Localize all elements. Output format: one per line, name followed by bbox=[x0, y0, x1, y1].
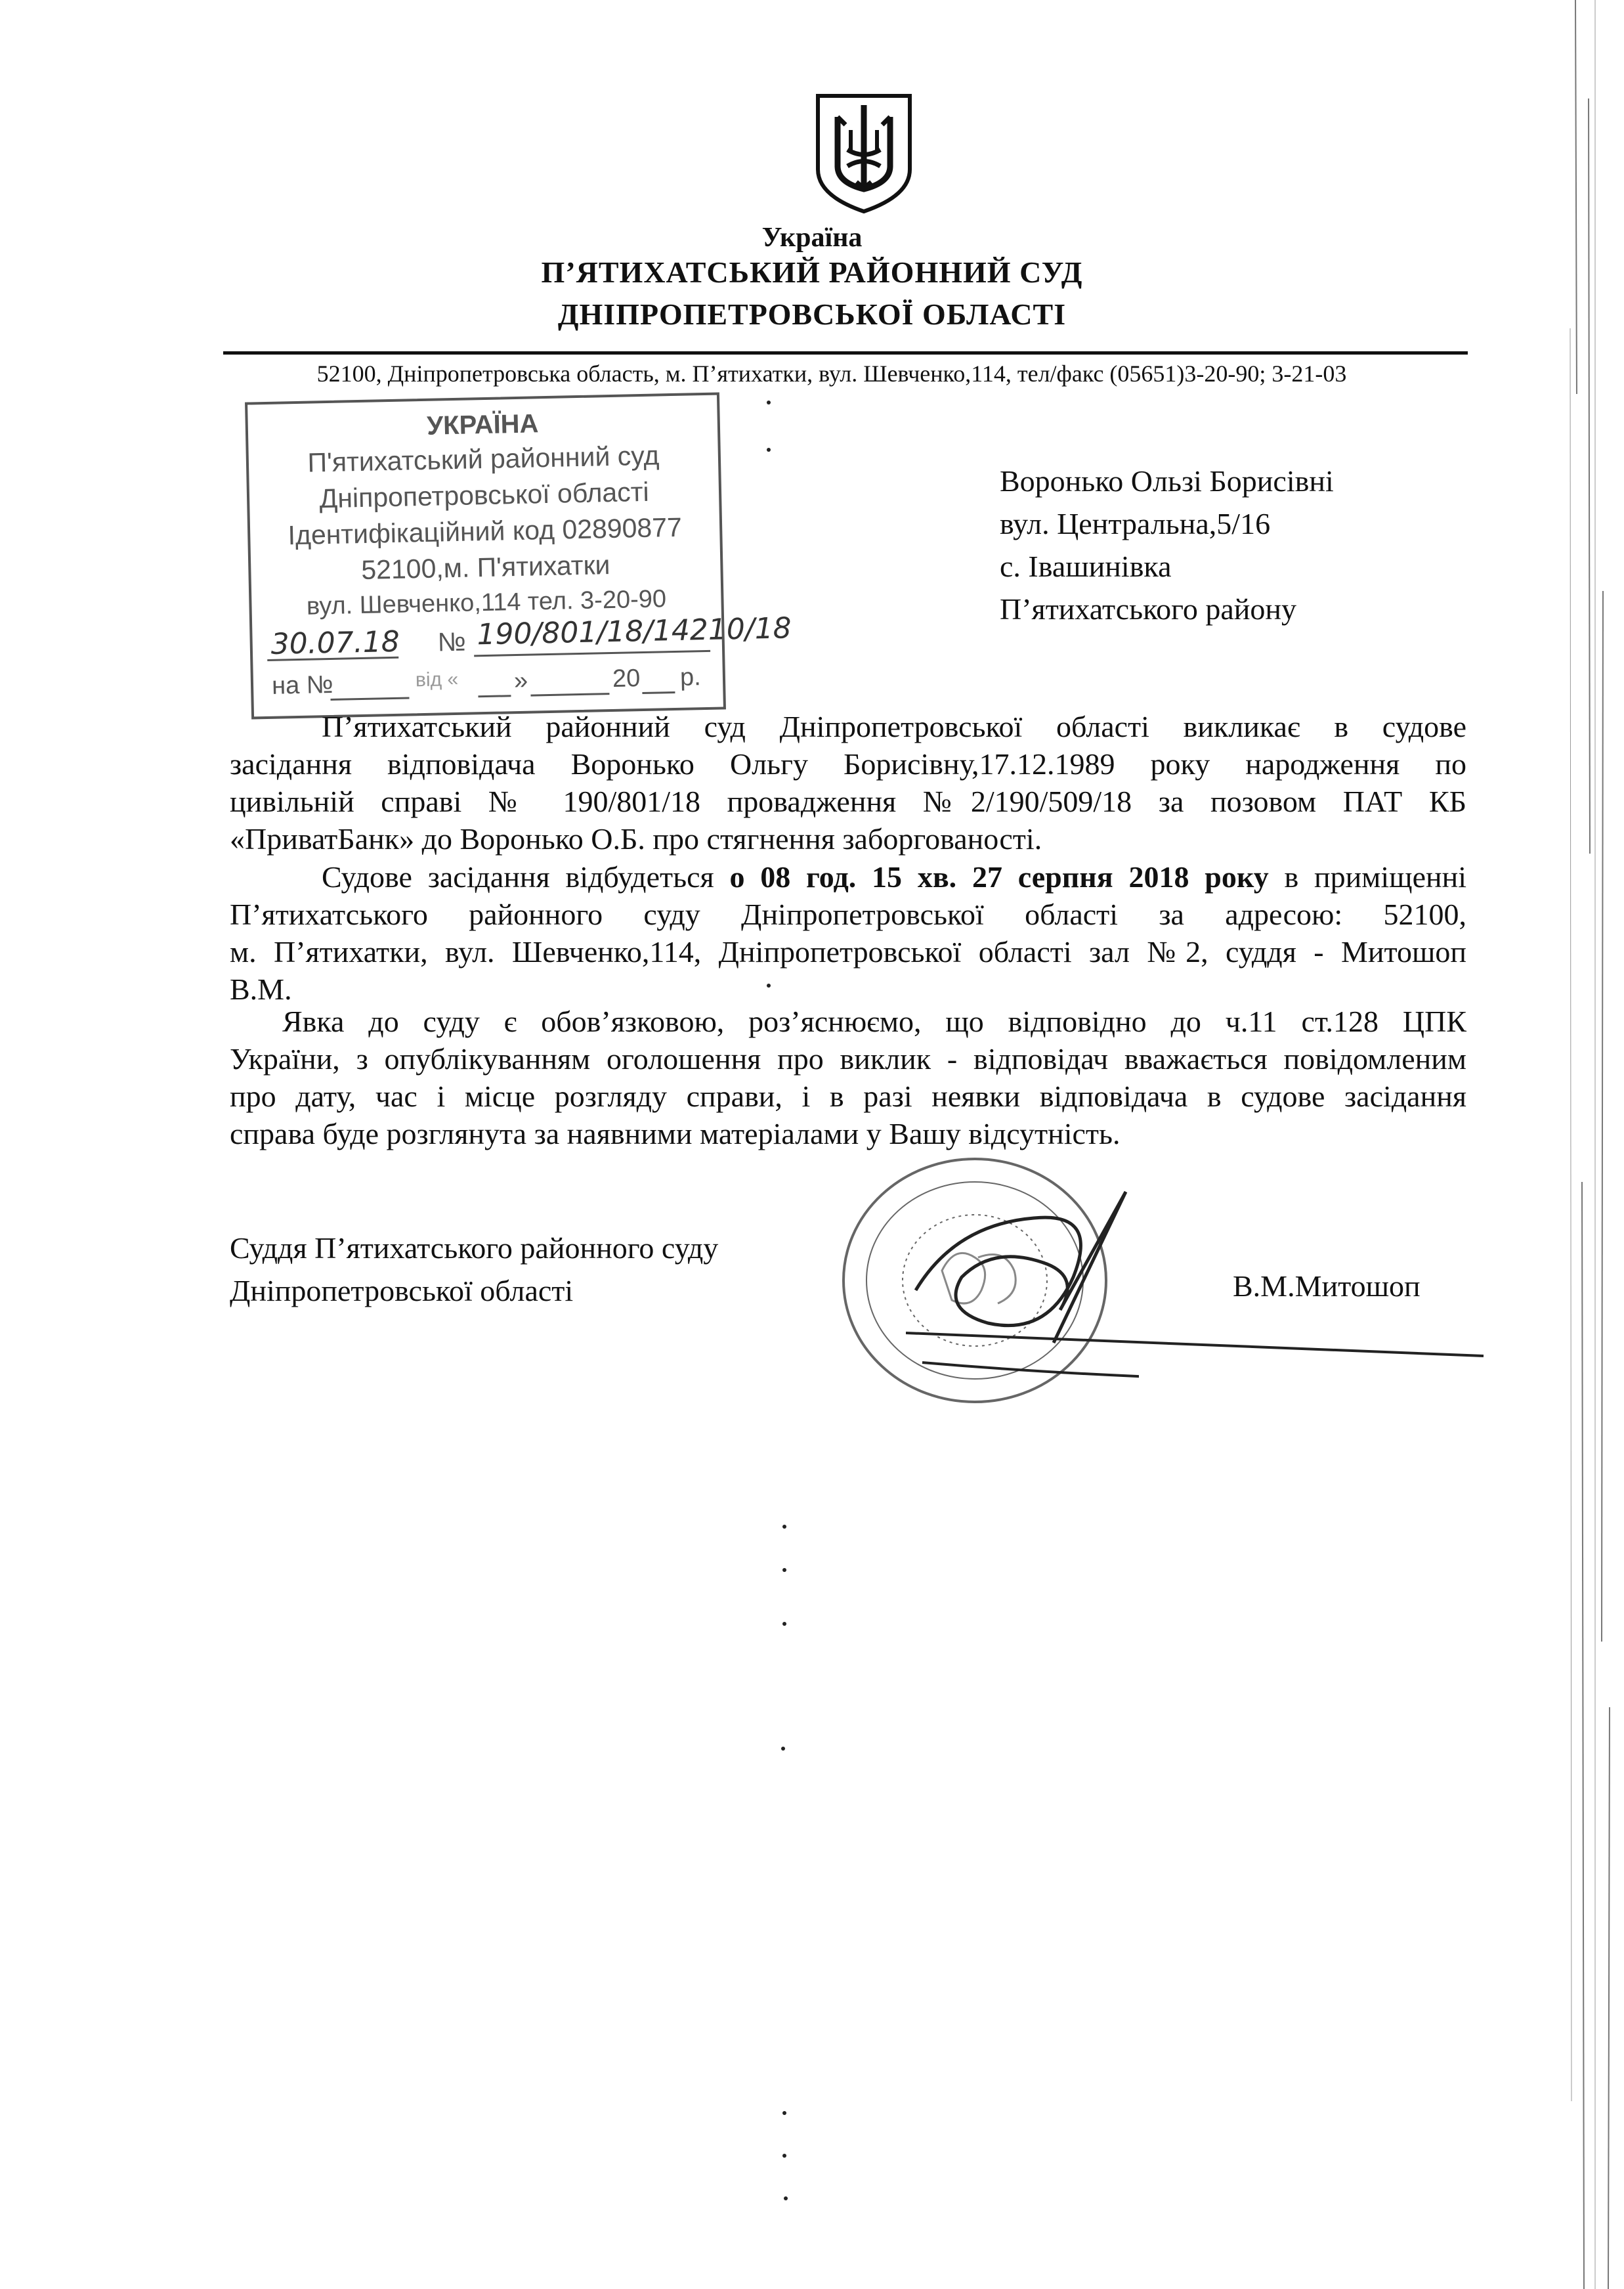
stamp-no-label: № bbox=[437, 627, 467, 657]
header-address: 52100, Дніпропетровська область, м. П’ятихатки, вул. Шевченко,114, тел/факс (05651)3-20-90; 3-21-03 bbox=[316, 360, 1347, 387]
stamp-ref-from: від « bbox=[415, 668, 459, 691]
stamp-ref-label: на № bbox=[271, 670, 333, 700]
ukraine-trident-coat-of-arms-icon bbox=[811, 91, 916, 215]
p2-line1-rest: в приміщенні bbox=[1268, 860, 1467, 894]
stamp-line-court: П'ятихатський районний суд bbox=[307, 440, 660, 478]
stamp-handwritten-number: 190/801/18/14210/18 bbox=[476, 611, 792, 652]
p1-line-1: П’ятихатський районний суд Дніпропетровської області викликає в судове bbox=[322, 710, 1466, 743]
scan-speck bbox=[784, 2196, 788, 2200]
scan-speck bbox=[782, 1568, 786, 1572]
stamp-ref-suffix: р. bbox=[679, 663, 702, 691]
stamp-reference-row bbox=[268, 663, 715, 705]
judge-title-line-2: Дніпропетровської області bbox=[230, 1274, 574, 1307]
stamp-handwritten-date: 30.07.18 bbox=[270, 624, 400, 661]
scan-edge-artifact bbox=[1562, 0, 1624, 2289]
p2-start: Судове засідання відбудеться bbox=[322, 860, 730, 894]
scan-speck bbox=[767, 448, 771, 452]
scan-speck bbox=[781, 1747, 785, 1751]
stamp-ref-quote: » bbox=[513, 666, 528, 695]
p3-line-3: про дату, час і місце розгляду справи, і в разі неявки відповідача в судове засідання bbox=[230, 1079, 1466, 1113]
header-region: ДНІПРОПЕТРОВСЬКОЇ ОБЛАСТІ bbox=[557, 297, 1067, 331]
stamp-line-country: УКРАЇНА bbox=[426, 409, 539, 441]
paragraph-attendance bbox=[230, 1003, 1466, 1152]
judge-title-line-1: Суддя П’ятихатського районного суду bbox=[230, 1231, 719, 1265]
p1-line-3: цивільній справі № 190/801/18 провадження №2/190/509/18 за позовом ПАТ КБ bbox=[230, 785, 1466, 818]
stamp-line-street-phone: вул. Шевченко,114 тел. 3-20-90 bbox=[306, 585, 667, 621]
header-country: Україна bbox=[761, 223, 863, 253]
stamp-line-city: 52100,м. П'ятихатки bbox=[360, 550, 610, 585]
p2-line-4: В.М. bbox=[230, 972, 292, 1006]
scan-speck bbox=[782, 2111, 786, 2115]
scan-speck bbox=[782, 1525, 786, 1529]
stamp-ref-year: 20 bbox=[612, 665, 641, 693]
official-round-seal bbox=[824, 1146, 1139, 1408]
signature-stroke-line bbox=[906, 1326, 1497, 1366]
header-divider bbox=[223, 351, 1468, 355]
scan-speck bbox=[782, 2154, 786, 2158]
header-court-name: П’ЯТИХАТСЬКИЙ РАЙОННИЙ СУД bbox=[541, 255, 1083, 289]
scan-speck bbox=[782, 1622, 786, 1626]
p1-line-2: засідання відповідача Воронько Ольгу Борисівну,17.12.1989 року народження по bbox=[230, 747, 1466, 781]
recipient-street: вул. Центральна,5/16 bbox=[1000, 507, 1271, 540]
stamp-line-region: Дніпропетровської області bbox=[319, 476, 650, 514]
scan-speck bbox=[767, 984, 771, 988]
p3-line-1: Явка до суду є обов’язковою, роз’яснюємо, що відповідно до ч.11 ст.128 ЦПК bbox=[282, 1005, 1466, 1038]
stamp-date-number-row bbox=[267, 611, 792, 664]
p2-hearing-datetime: о 08 год. 15 хв. 27 серпня 2018 року bbox=[729, 860, 1269, 894]
p3-line-2: України, з опублікуванням оголошення про виклик - відповідач вважається повідомленим bbox=[230, 1042, 1466, 1076]
recipient-village: с. Івашинівка bbox=[1000, 550, 1172, 583]
recipient-name: Воронько Ользі Борисівні bbox=[1000, 464, 1334, 498]
judge-name: В.М.Митошоп bbox=[1233, 1269, 1421, 1303]
judge-title-block bbox=[230, 1227, 718, 1312]
registration-stamp bbox=[245, 392, 792, 719]
paragraph-hearing bbox=[230, 858, 1466, 1008]
p2-line-3: м. П’ятихатки, вул. Шевченко,114, Дніпропетровської області зал №2, суддя - Митошоп bbox=[230, 935, 1466, 969]
recipient-district: П’ятихатського району bbox=[1000, 592, 1296, 626]
stamp-line-id-code: Ідентифікаційний код 02890877 bbox=[288, 512, 683, 551]
p3-line-4: справа буде розглянута за наявними матеріалами у Вашу відсутність. bbox=[230, 1117, 1121, 1150]
recipient-block bbox=[1000, 460, 1334, 630]
p1-line-4: «ПриватБанк» до Воронько О.Б. про стягнення заборгованості. bbox=[230, 822, 1042, 856]
paragraph-summons bbox=[230, 708, 1466, 858]
scan-speck bbox=[767, 401, 771, 404]
p2-line-2: П’ятихатського районного суду Дніпропетровської області за адресою: 52100, bbox=[230, 898, 1466, 931]
